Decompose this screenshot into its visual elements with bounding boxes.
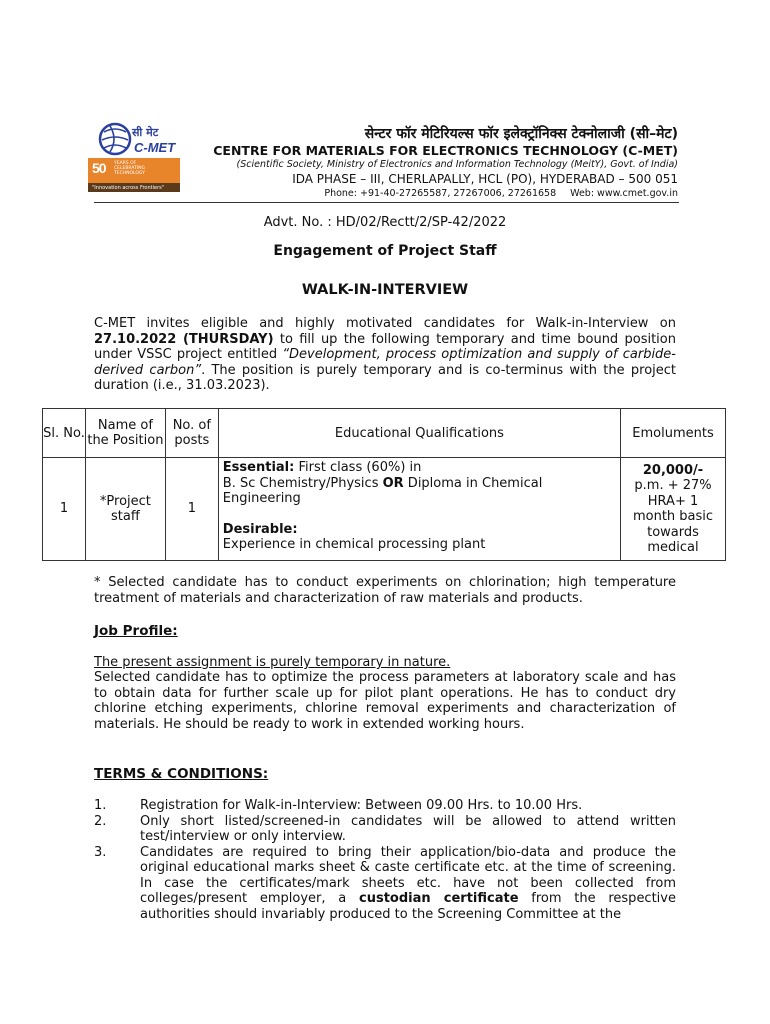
emoluments-text: p.m. + 27% HRA+ 1 month basic towards medical: [632, 478, 714, 555]
job-profile-body: Selected candidate has to optimize the process parameters at laboratory scale and has to obtain data for further scale up for pilot plant operations. He has to conduct dry chlorine etching experiments, chlorine removal experiments and characterization of materials. He should be ready to work in extended working hours.: [94, 670, 676, 732]
header-emoluments: Emoluments: [621, 409, 726, 458]
terms-list: [94, 798, 676, 922]
advertisement-number: Advt. No. : HD/02/Rectt/2/SP-42/2022: [263, 215, 507, 230]
cell-qualifications: [218, 458, 620, 561]
list-item: [94, 798, 676, 814]
list-item-text: Registration for Walk-in-Interview: Between 09.00 Hrs. to 10.00 Hrs.: [140, 798, 583, 813]
cell-emoluments: [621, 458, 726, 561]
cmet-globe-icon: [100, 124, 130, 154]
list-item-number: 3.: [94, 844, 107, 860]
organization-address: IDA PHASE – III, CHERLAPALLY, HCL (PO), HYDERABAD – 500 051: [292, 172, 678, 186]
phone-numbers: Phone: +91-40-27265587, 27267006, 27261658: [324, 188, 557, 199]
svg-text:C-MET: C-MET: [134, 140, 176, 155]
essential-or: OR: [382, 475, 404, 491]
cell-sl-no: 1: [43, 458, 86, 561]
job-profile-heading: Job Profile:: [94, 623, 178, 639]
cell-no-of-posts: 1: [165, 458, 218, 561]
desirable-text: Experience in chemical processing plant: [222, 537, 486, 552]
engagement-title: Engagement of Project Staff: [273, 243, 497, 259]
anniversary-badge: [88, 158, 180, 192]
custodian-certificate: custodian certificate: [359, 891, 519, 906]
essential-label: Essential:: [222, 460, 295, 475]
list-item: [94, 845, 676, 923]
footnote: * Selected candidate has to conduct experiments on chlorination; high temperature treatment of materials and characterization of raw materials and products.: [94, 575, 676, 606]
organization-subtitle: (Scientific Society, Ministry of Electronics and Information Technology (MeitY), Govt. of India): [236, 159, 678, 170]
essential-text-2a: B. Sc Chemistry/Physics: [222, 475, 383, 491]
table-header-row: [43, 409, 726, 458]
interview-date: 27.10.2022 (THURSDAY): [94, 331, 274, 347]
svg-text:सी मेट: सी मेट: [132, 126, 159, 139]
website[interactable]: Web: www.cmet.gov.in: [570, 188, 678, 199]
list-item-number: 2.: [94, 813, 107, 829]
desirable-label: Desirable:: [222, 521, 298, 537]
intro-text-1: C-MET invites eligible and highly motivated candidates for Walk-in-Interview on: [94, 316, 676, 331]
emoluments-amount: 20,000/-: [642, 462, 704, 478]
essential-text: First class (60%) in: [294, 460, 422, 475]
essential-line-2: [223, 476, 616, 507]
badge-strip-text: "Innovation across Frontiers": [92, 185, 165, 191]
list-item: [94, 814, 676, 845]
badge-number: 50: [92, 160, 106, 176]
header-position-name: Name of the Position: [85, 409, 165, 458]
hindi-title: सेन्टर फॉर मेटिरियल्स फॉर इलेक्ट्रॉनिक्स टेक्नोलाजी (सी–मेट): [364, 126, 678, 142]
essential-text-2b: Diploma in Chemical Engineering: [222, 475, 543, 506]
header-divider: [94, 202, 679, 203]
intro-paragraph: [94, 316, 676, 394]
project-title: “Development, process optimization and supply of carbide-derived carbon”: [94, 347, 676, 378]
essential-line: [223, 460, 616, 476]
header-qualifications: Educational Qualifications: [218, 409, 620, 458]
header-no-of-posts: No. of posts: [165, 409, 218, 458]
intro-text-3: . The position is purely temporary and is co-terminus with the project duration (i.e., 31.03.2023).: [94, 362, 676, 393]
walkin-title: WALK-IN-INTERVIEW: [301, 282, 469, 298]
job-profile-temporary-note: The present assignment is purely temporary in nature.: [94, 655, 451, 670]
badge-text: YEARS OF CELEBRATING TECHNOLOGY: [114, 161, 146, 176]
cell-position-name: *Project staff: [85, 458, 165, 561]
list-item-text: Only short listed/screened-in candidates will be allowed to attend written test/interview or only interview.: [140, 813, 676, 844]
table-row: [43, 458, 726, 561]
cmet-logo: [98, 122, 182, 156]
header-sl-no: Sl. No.: [43, 409, 86, 458]
list-item-text-b: from the respective authorities should invariably produced to the Screening Committee at the: [140, 891, 676, 922]
list-item-text-a: Candidates are required to bring their application/bio-data and produce the original educational marks sheet & caste certificate etc. at the time of screening. In case the certificates/mark sheets etc. have not been collected from colleges/present employer, a: [140, 844, 676, 906]
intro-text-2: to fill up the following temporary and time bound position under VSSC project entitled: [94, 331, 676, 362]
contact-line: [184, 188, 678, 199]
terms-heading: TERMS & CONDITIONS:: [94, 766, 269, 782]
positions-table: [42, 408, 726, 561]
list-item-text: [140, 845, 676, 923]
organization-name: CENTRE FOR MATERIALS FOR ELECTRONICS TECHNOLOGY (C-MET): [213, 143, 678, 158]
list-item-number: 1.: [94, 798, 107, 813]
